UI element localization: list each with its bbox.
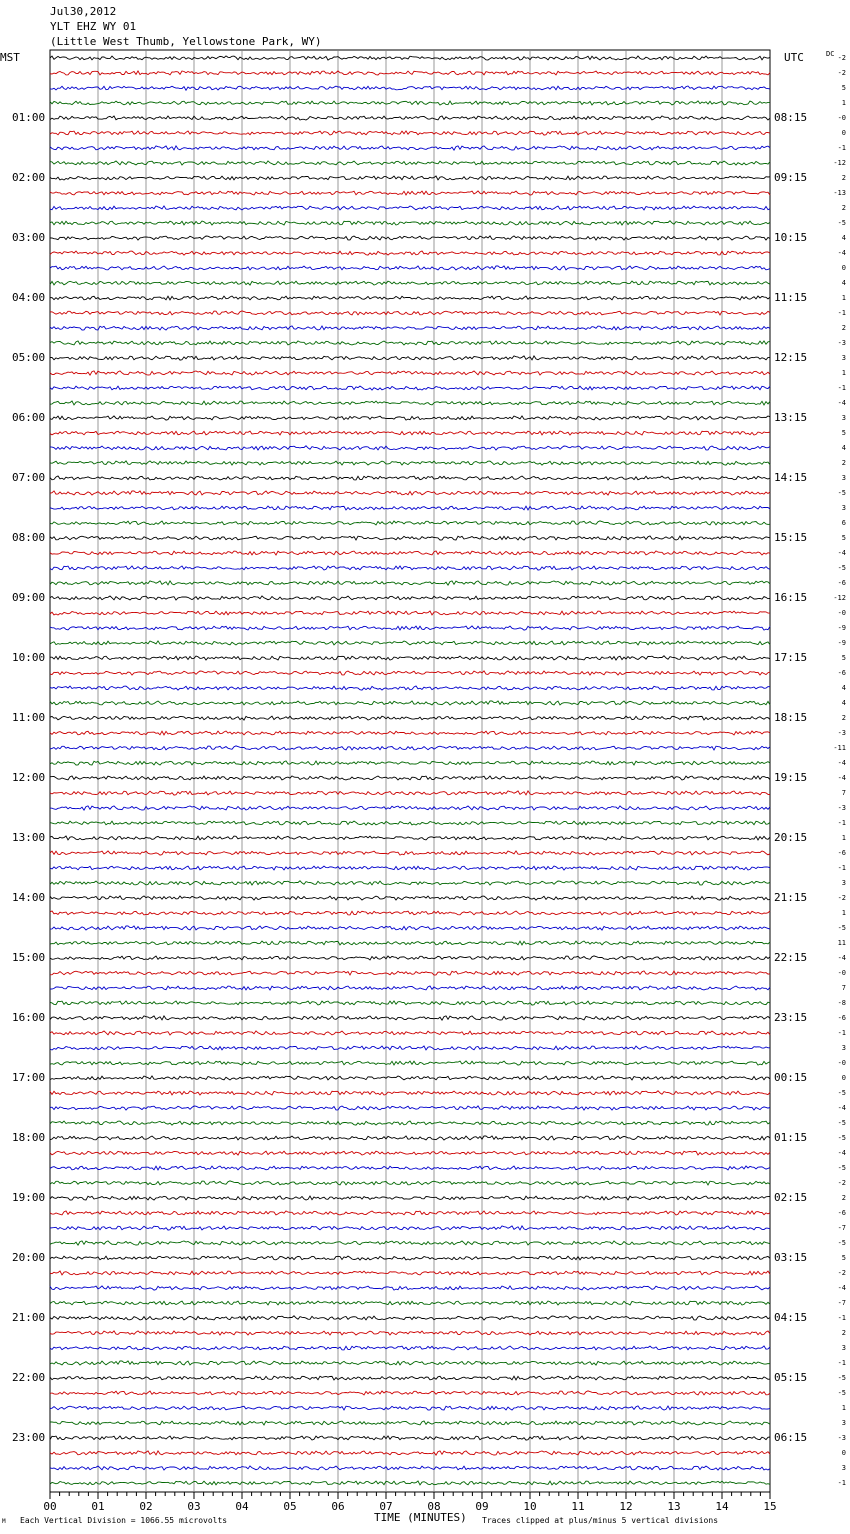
dc-offset-value: 5 — [841, 654, 846, 662]
mst-hour-label: 22:00 — [12, 1371, 46, 1384]
dc-offset-value: -6 — [837, 1014, 846, 1022]
dc-offset-value: 3 — [841, 1344, 846, 1352]
seismic-trace — [50, 1211, 770, 1215]
dc-offset-value: -4 — [837, 774, 846, 782]
seismic-trace — [50, 1226, 770, 1230]
seismic-trace — [50, 806, 770, 810]
dc-offset-value: -11 — [833, 744, 846, 752]
dc-offset-value: 4 — [841, 234, 846, 242]
seismic-trace — [50, 1181, 770, 1185]
dc-offset-value: 6 — [841, 519, 846, 527]
seismic-trace — [50, 791, 770, 795]
seismic-trace — [50, 1241, 770, 1245]
seismic-trace — [50, 896, 770, 900]
mst-hour-label: 17:00 — [12, 1071, 46, 1084]
dc-offset-value: -6 — [837, 849, 846, 857]
dc-offset-value: -5 — [837, 489, 846, 497]
dc-offset-value: 4 — [841, 279, 846, 287]
dc-offset-value: -1 — [837, 144, 846, 152]
seismic-trace — [50, 1466, 770, 1470]
dc-offset-value: 4 — [841, 684, 846, 692]
seismic-trace — [50, 941, 770, 945]
dc-offset-value: -7 — [837, 1299, 846, 1307]
seismic-trace — [50, 596, 770, 600]
utc-hour-label: 06:15 — [774, 1431, 808, 1444]
mst-hour-label: 03:00 — [12, 231, 46, 244]
utc-hour-label: 11:15 — [774, 291, 808, 304]
dc-offset-value: 2 — [841, 714, 846, 722]
dc-offset-value: -5 — [837, 1239, 846, 1247]
utc-hour-label: 00:15 — [774, 1071, 808, 1084]
utc-hour-label: 03:15 — [774, 1251, 808, 1264]
dc-offset-value: 0 — [841, 1074, 846, 1082]
x-tick-label: 07 — [379, 1500, 393, 1513]
seismic-trace — [50, 1091, 770, 1095]
seismic-trace — [50, 1061, 770, 1065]
seismic-trace — [50, 731, 770, 735]
utc-hour-label: 17:15 — [774, 651, 808, 664]
seismic-trace — [50, 821, 770, 825]
seismic-trace — [50, 311, 770, 315]
utc-hour-label: 16:15 — [774, 591, 808, 604]
seismic-trace — [50, 461, 770, 465]
seismic-trace — [50, 161, 770, 165]
dc-offset-value: -1 — [837, 864, 846, 872]
dc-offset-value: -1 — [837, 1479, 846, 1487]
dc-offset-value: 0 — [841, 1449, 846, 1457]
dc-offset-value: -3 — [837, 339, 846, 347]
seismic-trace — [50, 236, 770, 240]
dc-offset-value: 4 — [841, 699, 846, 707]
seismic-trace — [50, 611, 770, 615]
seismic-trace — [50, 1001, 770, 1005]
utc-hour-label: 19:15 — [774, 771, 808, 784]
seismic-trace — [50, 836, 770, 840]
seismic-trace — [50, 341, 770, 345]
dc-offset-value: 0 — [841, 129, 846, 137]
seismic-trace — [50, 1331, 770, 1335]
seismic-trace — [50, 296, 770, 300]
mst-hour-label: 05:00 — [12, 351, 46, 364]
x-tick-label: 09 — [475, 1500, 489, 1513]
seismic-trace — [50, 491, 770, 495]
seismic-trace — [50, 326, 770, 330]
dc-offset-value: -8 — [837, 999, 846, 1007]
utc-hour-label: 02:15 — [774, 1191, 808, 1204]
utc-hour-label: 10:15 — [774, 231, 808, 244]
mst-hour-label: 08:00 — [12, 531, 46, 544]
seismic-trace — [50, 671, 770, 675]
dc-offset-value: -4 — [837, 249, 846, 257]
dc-offset-value: -1 — [837, 1029, 846, 1037]
mst-hour-label: 23:00 — [12, 1431, 46, 1444]
x-tick-label: 01 — [91, 1500, 105, 1513]
seismic-trace — [50, 701, 770, 705]
seismic-trace — [50, 251, 770, 255]
seismic-trace — [50, 1106, 770, 1110]
dc-offset-value: -4 — [837, 549, 846, 557]
seismic-trace — [50, 536, 770, 540]
x-tick-label: 14 — [715, 1500, 729, 1513]
dc-offset-value: -4 — [837, 1104, 846, 1112]
seismic-trace — [50, 146, 770, 150]
seismic-trace — [50, 956, 770, 960]
seismic-trace — [50, 1031, 770, 1035]
seismic-trace — [50, 116, 770, 120]
seismic-trace — [50, 1136, 770, 1140]
mst-hour-label: 10:00 — [12, 651, 46, 664]
dc-offset-value: -4 — [837, 759, 846, 767]
utc-hour-label: 08:15 — [774, 111, 808, 124]
x-tick-label: 05 — [283, 1500, 297, 1513]
seismic-trace — [50, 566, 770, 570]
seismic-trace — [50, 1451, 770, 1455]
dc-offset-value: -9 — [837, 639, 846, 647]
utc-hour-label: 13:15 — [774, 411, 808, 424]
x-tick-label: 03 — [187, 1500, 201, 1513]
seismic-trace — [50, 551, 770, 555]
seismic-trace — [50, 746, 770, 750]
dc-offset-value: -5 — [837, 1119, 846, 1127]
dc-offset-value: -4 — [837, 1149, 846, 1157]
dc-offset-value: 5 — [841, 1254, 846, 1262]
dc-offset-value: -0 — [837, 1059, 846, 1067]
dc-offset-value: -5 — [837, 1089, 846, 1097]
dc-offset-value: -1 — [837, 384, 846, 392]
x-tick-label: 04 — [235, 1500, 249, 1513]
seismic-trace — [50, 1046, 770, 1050]
mst-hour-label: 15:00 — [12, 951, 46, 964]
seismic-trace — [50, 221, 770, 225]
x-tick-label: 00 — [43, 1500, 57, 1513]
dc-offset-value: 1 — [841, 834, 846, 842]
seismic-trace — [50, 1286, 770, 1290]
seismic-trace — [50, 206, 770, 210]
dc-offset-value: 3 — [841, 414, 846, 422]
seismic-trace — [50, 851, 770, 855]
mst-hour-label: 19:00 — [12, 1191, 46, 1204]
seismic-trace — [50, 1436, 770, 1440]
dc-offset-value: 2 — [841, 324, 846, 332]
seismic-trace — [50, 1346, 770, 1350]
seismic-trace — [50, 431, 770, 435]
seismic-trace — [50, 1121, 770, 1125]
dc-offset-value: -7 — [837, 1224, 846, 1232]
utc-hour-label: 14:15 — [774, 471, 808, 484]
mst-hour-label: 02:00 — [12, 171, 46, 184]
dc-offset-value: -5 — [837, 1389, 846, 1397]
mst-hour-label: 21:00 — [12, 1311, 46, 1324]
seismic-trace — [50, 1361, 770, 1365]
dc-offset-value: -1 — [837, 309, 846, 317]
seismic-trace — [50, 686, 770, 690]
utc-hour-label: 21:15 — [774, 891, 808, 904]
seismic-trace — [50, 506, 770, 510]
seismic-trace — [50, 266, 770, 270]
seismic-trace — [50, 641, 770, 645]
dc-offset-value: -5 — [837, 564, 846, 572]
dc-offset-value: 4 — [841, 444, 846, 452]
corner-mark: M — [2, 1518, 6, 1525]
dc-offset-value: -0 — [837, 114, 846, 122]
seismic-trace — [50, 131, 770, 135]
dc-header: DC — [826, 50, 835, 58]
dc-offset-value: 3 — [841, 1419, 846, 1427]
dc-offset-value: 7 — [841, 984, 846, 992]
dc-offset-value: -3 — [837, 804, 846, 812]
seismic-trace — [50, 776, 770, 780]
utc-hour-label: 15:15 — [774, 531, 808, 544]
mst-hour-label: 18:00 — [12, 1131, 46, 1144]
seismic-trace — [50, 656, 770, 660]
x-tick-label: 06 — [331, 1500, 345, 1513]
seismic-trace — [50, 1481, 770, 1485]
seismic-trace — [50, 881, 770, 885]
dc-offset-value: -12 — [833, 594, 846, 602]
seismic-trace — [50, 971, 770, 975]
seismic-trace — [50, 1076, 770, 1080]
seismic-trace — [50, 386, 770, 390]
seismic-trace — [50, 191, 770, 195]
utc-hour-label: 22:15 — [774, 951, 808, 964]
dc-offset-value: 1 — [841, 294, 846, 302]
dc-offset-value: -5 — [837, 924, 846, 932]
dc-offset-value: 11 — [837, 939, 846, 947]
dc-offset-value: -5 — [837, 1374, 846, 1382]
utc-hour-label: 04:15 — [774, 1311, 808, 1324]
seismic-traces — [50, 56, 770, 1485]
mst-hour-label: 12:00 — [12, 771, 46, 784]
seismic-trace — [50, 1196, 770, 1200]
mst-hour-label: 16:00 — [12, 1011, 46, 1024]
seismic-trace — [50, 101, 770, 105]
x-axis-label: TIME (MINUTES) — [374, 1511, 467, 1524]
seismic-trace — [50, 1166, 770, 1170]
dc-offset-value: 3 — [841, 879, 846, 887]
seismic-trace — [50, 56, 770, 60]
mst-hour-label: 07:00 — [12, 471, 46, 484]
dc-offset-value: 5 — [841, 84, 846, 92]
mst-hour-label: 14:00 — [12, 891, 46, 904]
seismic-trace — [50, 1301, 770, 1305]
header-station: YLT EHZ WY 01 — [50, 20, 137, 33]
seismic-trace — [50, 521, 770, 525]
dc-offset-value: 1 — [841, 99, 846, 107]
x-tick-label: 11 — [571, 1500, 585, 1513]
seismic-trace — [50, 281, 770, 285]
dc-offset-value: -12 — [833, 159, 846, 167]
utc-hour-label: 20:15 — [774, 831, 808, 844]
dc-offset-value: -0 — [837, 609, 846, 617]
dc-offset-value: 3 — [841, 474, 846, 482]
dc-offset-value: -3 — [837, 729, 846, 737]
dc-offset-value: 2 — [841, 174, 846, 182]
seismic-trace — [50, 371, 770, 375]
mst-hour-label: 11:00 — [12, 711, 46, 724]
utc-hour-label: 12:15 — [774, 351, 808, 364]
utc-hour-label: 18:15 — [774, 711, 808, 724]
x-tick-label: 15 — [763, 1500, 777, 1513]
dc-offset-value: 3 — [841, 354, 846, 362]
dc-offset-value: 5 — [841, 534, 846, 542]
dc-offset-value: -5 — [837, 1164, 846, 1172]
dc-offset-value: -2 — [837, 1179, 846, 1187]
mst-hour-label: 20:00 — [12, 1251, 46, 1264]
header-location: (Little West Thumb, Yellowstone Park, WY) — [50, 35, 322, 48]
dc-offset-value: 0 — [841, 264, 846, 272]
seismic-trace — [50, 1376, 770, 1380]
clip-note: Traces clipped at plus/minus 5 vertical divisions — [482, 1516, 719, 1525]
seismic-trace — [50, 86, 770, 90]
seismic-trace — [50, 476, 770, 480]
header-date: Jul30,2012 — [50, 5, 117, 18]
dc-offset-value: 3 — [841, 504, 846, 512]
x-tick-label: 08 — [427, 1500, 441, 1513]
dc-offset-value: 3 — [841, 1464, 846, 1472]
dc-offset-value: -5 — [837, 1134, 846, 1142]
minute-grid — [50, 50, 770, 1492]
seismic-trace — [50, 1151, 770, 1155]
dc-offset-value: -6 — [837, 579, 846, 587]
seismic-trace — [50, 761, 770, 765]
seismic-trace — [50, 416, 770, 420]
utc-hour-label: 01:15 — [774, 1131, 808, 1144]
mst-hour-label: 13:00 — [12, 831, 46, 844]
x-axis — [43, 1492, 776, 1513]
dc-offset-value: -1 — [837, 1314, 846, 1322]
seismic-trace — [50, 626, 770, 630]
dc-offset-value: -6 — [837, 669, 846, 677]
seismic-trace — [50, 1256, 770, 1260]
dc-offset-value: 2 — [841, 1329, 846, 1337]
seismic-trace — [50, 986, 770, 990]
dc-offset-value: 1 — [841, 909, 846, 917]
x-tick-label: 13 — [667, 1500, 681, 1513]
seismic-trace — [50, 866, 770, 870]
seismic-trace — [50, 911, 770, 915]
mst-hour-label: 01:00 — [12, 111, 46, 124]
utc-hour-label: 09:15 — [774, 171, 808, 184]
seismic-trace — [50, 1421, 770, 1425]
x-tick-label: 12 — [619, 1500, 633, 1513]
dc-offset-value: 7 — [841, 789, 846, 797]
dc-offset-value: -4 — [837, 1284, 846, 1292]
x-tick-label: 02 — [139, 1500, 153, 1513]
dc-offset-value: -1 — [837, 1359, 846, 1367]
dc-offset-value: -2 — [837, 54, 846, 62]
dc-offset-value: 3 — [841, 1044, 846, 1052]
seismic-trace — [50, 356, 770, 360]
seismic-trace — [50, 716, 770, 720]
dc-offset-value: -1 — [837, 819, 846, 827]
scale-note: Each Vertical Division = 1066.55 microvolts — [20, 1516, 228, 1525]
seismic-trace — [50, 1391, 770, 1395]
utc-hour-label: 23:15 — [774, 1011, 808, 1024]
dc-offset-value: -2 — [837, 894, 846, 902]
dc-offset-value: -2 — [837, 1269, 846, 1277]
plot-frame — [50, 50, 770, 1492]
dc-offset-value: -6 — [837, 1209, 846, 1217]
x-tick-label: 10 — [523, 1500, 537, 1513]
mst-hour-label: 09:00 — [12, 591, 46, 604]
seismic-trace — [50, 446, 770, 450]
seismic-trace — [50, 401, 770, 405]
dc-offset-value: -4 — [837, 399, 846, 407]
dc-offset-value: 1 — [841, 1404, 846, 1412]
seismic-trace — [50, 176, 770, 180]
dc-offset-value: -4 — [837, 954, 846, 962]
seismic-trace — [50, 926, 770, 930]
seismic-trace — [50, 581, 770, 585]
dc-offset-value: -13 — [833, 189, 846, 197]
utc-label: UTC — [784, 51, 804, 64]
seismic-trace — [50, 1271, 770, 1275]
utc-hour-label: 05:15 — [774, 1371, 808, 1384]
dc-offset-value: 2 — [841, 204, 846, 212]
dc-offset-value: -3 — [837, 1434, 846, 1442]
seismic-trace — [50, 1316, 770, 1320]
dc-offset-value: 5 — [841, 429, 846, 437]
dc-offset-value: -9 — [837, 624, 846, 632]
dc-offset-value: -0 — [837, 969, 846, 977]
seismic-trace — [50, 71, 770, 75]
dc-offset-value: -2 — [837, 69, 846, 77]
dc-offset-value: -5 — [837, 219, 846, 227]
dc-offset-value: 2 — [841, 459, 846, 467]
seismic-trace — [50, 1406, 770, 1410]
seismic-trace — [50, 1016, 770, 1020]
mst-label: MST — [0, 51, 20, 64]
mst-hour-label: 06:00 — [12, 411, 46, 424]
dc-offset-value: 1 — [841, 369, 846, 377]
mst-hour-label: 04:00 — [12, 291, 46, 304]
dc-offset-value: 2 — [841, 1194, 846, 1202]
